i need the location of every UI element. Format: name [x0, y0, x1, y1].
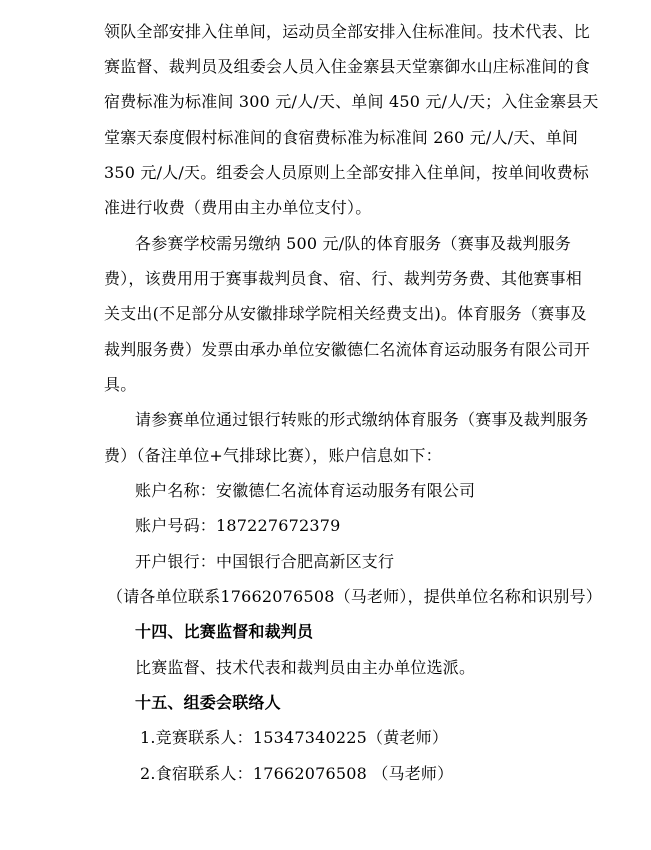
paragraph1-line-1: 领队全部安排入住单间，运动员全部安排入住标准间。技术代表、比	[104, 22, 591, 41]
paragraph2-line-1: 各参赛学校需另缴纳 500 元/队的体育服务（赛事及裁判服务	[135, 234, 572, 253]
paragraph2-line-2: 费），该费用用于赛事裁判员食、宿、行、裁判劳务费、其他赛事相	[104, 269, 583, 288]
contact-item-2: 2.食宿联系人：17662076508 （马老师）	[140, 764, 454, 783]
paragraph1-line-2: 赛监督、裁判员及组委会人员入住金寨县天堂寨御水山庄标准间的食	[104, 57, 591, 76]
paragraph1-line-5: 350 元/人/天。组委会人员原则上全部安排入住单间，按单间收费标	[104, 163, 590, 182]
paragraph2-line-4: 裁判服务费）发票由承办单位安徽德仁名流体育运动服务有限公司开	[104, 340, 591, 359]
paragraph2-line-3: 关支出(不足部分从安徽排球学院相关经费支出)。体育服务（赛事及	[104, 304, 587, 323]
section14-body: 比赛监督、技术代表和裁判员由主办单位选派。	[135, 658, 476, 677]
contact-item-1: 1.竞赛联系人：15347340225（黄老师）	[140, 728, 449, 747]
paragraph3-line-2: 费）（备注单位+气排球比赛），账户信息如下：	[104, 446, 442, 465]
paragraph3-line-1: 请参赛单位通过银行转账的形式缴纳体育服务（赛事及裁判服务	[135, 410, 589, 429]
account-name: 账户名称：安徽德仁名流体育运动服务有限公司	[135, 481, 476, 500]
account-bank: 开户银行：中国银行合肥高新区支行	[135, 552, 395, 571]
paragraph1-line-4: 堂寨天泰度假村标准间的食宿费标准为标准间 260 元/人/天、单间	[104, 128, 579, 147]
account-note: （请各单位联系17662076508（马老师），提供单位名称和识别号）	[107, 587, 602, 606]
account-number: 账户号码：187227672379	[135, 516, 341, 535]
section14-heading: 十四、比赛监督和裁判员	[135, 622, 314, 641]
paragraph1-line-3: 宿费标准为标准间 300 元/人/天、单间 450 元/人/天；入住金寨县天	[104, 92, 599, 111]
paragraph2-line-5: 具。	[104, 375, 137, 394]
paragraph1-line-6: 准进行收费（费用由主办单位支付）。	[104, 198, 372, 217]
section15-heading: 十五、组委会联络人	[135, 693, 281, 712]
